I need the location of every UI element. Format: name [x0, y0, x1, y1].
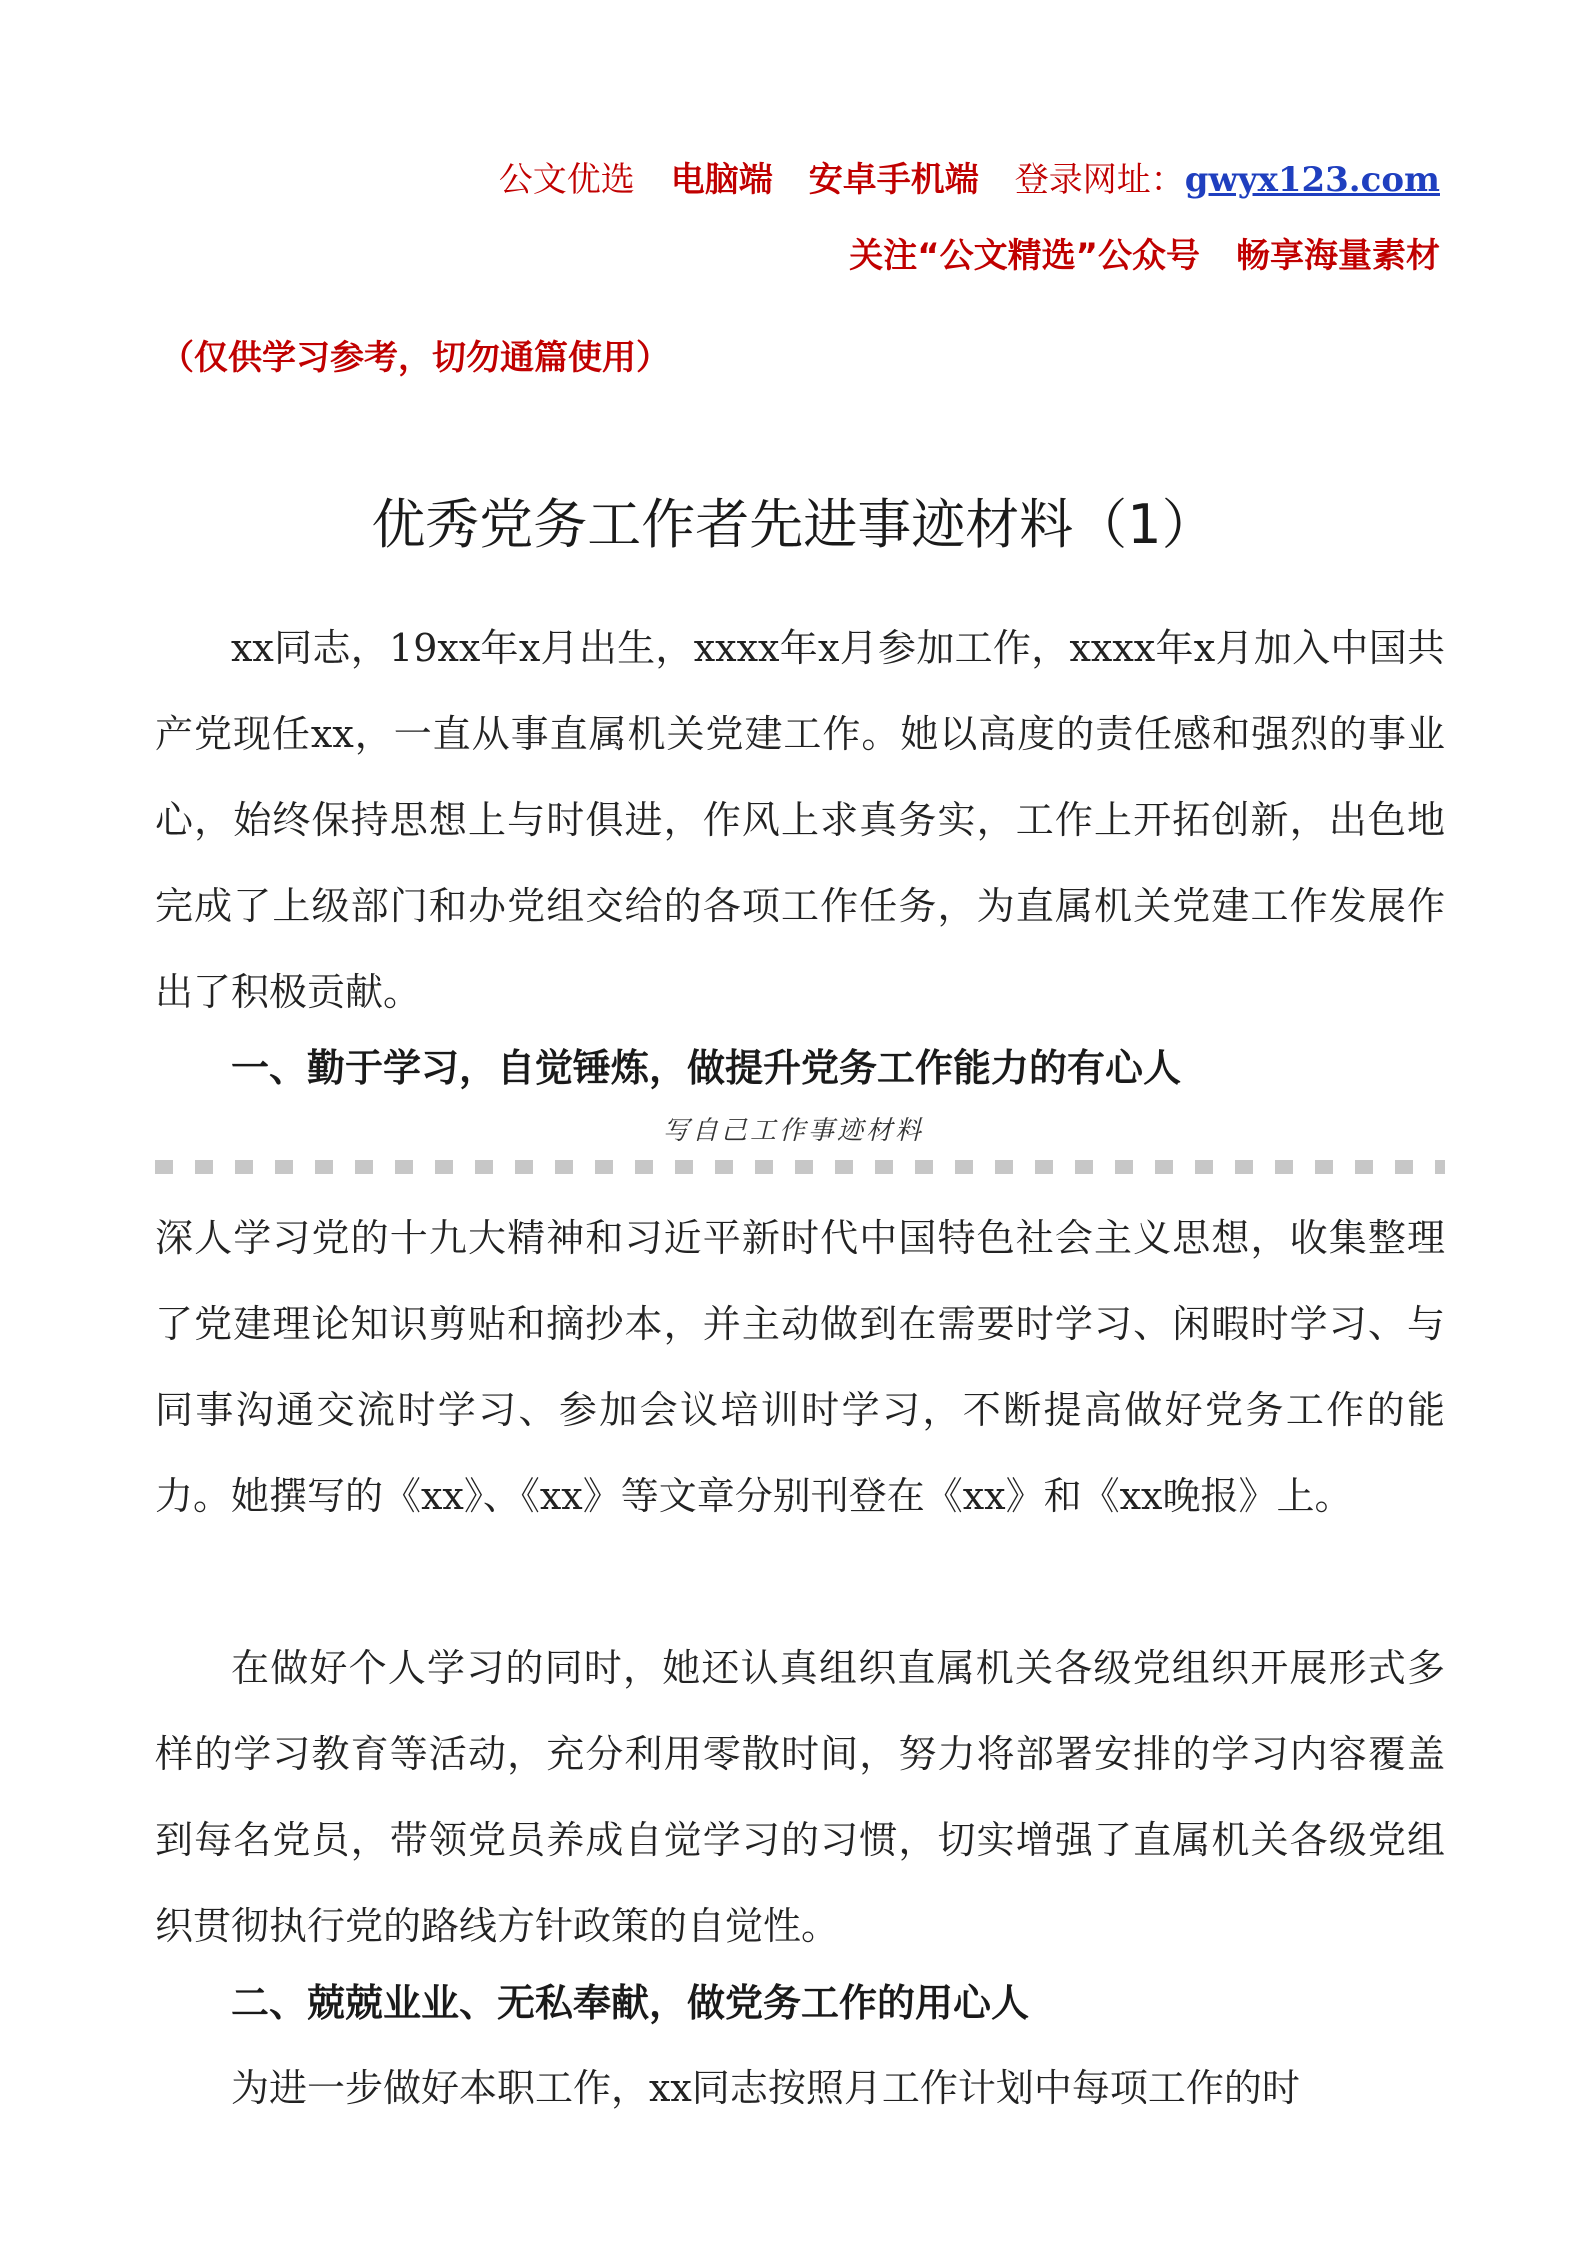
duty-paragraph-block: [155, 2045, 1445, 2131]
watermark-caption: 写自己工作事迹材料: [662, 1116, 924, 1146]
follow-text: 关注“公文精选”公众号: [849, 236, 1200, 276]
organize-paragraph-block: [155, 1625, 1445, 1969]
site-url-link[interactable]: gwyx123.com: [1184, 160, 1440, 200]
site-header: [499, 155, 1440, 281]
login-label: 登录网址：: [1014, 160, 1185, 200]
intro-paragraph: xx同志，19xx年x月出生，xxxx年x月参加工作，xxxx年x月加入中国共产党现任xx，一直从事直属机关党建工作。她以高度的责任感和强烈的事业心，始终保持思想上与时俱进，作风上求真务实，工作上开拓创新，出色地完成了上级部门和办党组交给的各项工作任务，为直属机关党建工作发展作出了积极贡献。: [155, 626, 1445, 1014]
study-paragraph: 深人学习党的十九大精神和习近平新时代中国特色社会主义思想，收集整理了党建理论知识剪贴和摘抄本，并主动做到在需要时学习、闲暇时学习、与同事沟通交流时学习、参加会议培训时学习，不断提高做好党务工作的能力。她撰写的《xx》、《xx》等文章分别刊登在《xx》和《xx晚报》上。: [155, 1216, 1445, 1518]
obscured-text-ghost: [155, 1160, 1445, 1174]
share-text: 畅享海量素材: [1236, 236, 1440, 276]
header-line-1: [499, 155, 1440, 205]
section-heading-1: 一、勤于学习，自觉锤炼，做提升党务工作能力的有心人: [231, 1046, 1182, 1090]
site-name: 公文优选: [498, 160, 635, 200]
pc-link[interactable]: 电脑端: [670, 160, 773, 200]
document-title: 优秀党务工作者先进事迹材料（1）: [371, 493, 1216, 556]
disclaimer: （仅供学习参考，切勿通篇使用）: [160, 338, 670, 378]
duty-paragraph: 为进一步做好本职工作，xx同志按照月工作计划中每项工作的时: [231, 2066, 1300, 2110]
organize-paragraph: 在做好个人学习的同时，她还认真组织直属机关各级党组织开展形式多样的学习教育等活动，充分利用零散时间，努力将部署安排的学习内容覆盖到每名党员，带领党员养成自觉学习的习惯，切实增强了直属机关各级党组织贯彻执行党的路线方针政策的自觉性。: [155, 1646, 1445, 1948]
header-line-2: [499, 231, 1440, 281]
obscured-text-line: [155, 1160, 1445, 1174]
android-link[interactable]: 安卓手机端: [808, 160, 979, 200]
intro-paragraph-block: [155, 605, 1445, 1035]
study-paragraph-block: [155, 1195, 1445, 1539]
section-heading-2: 二、兢兢业业、无私奉献，做党务工作的用心人: [231, 1981, 1030, 2025]
